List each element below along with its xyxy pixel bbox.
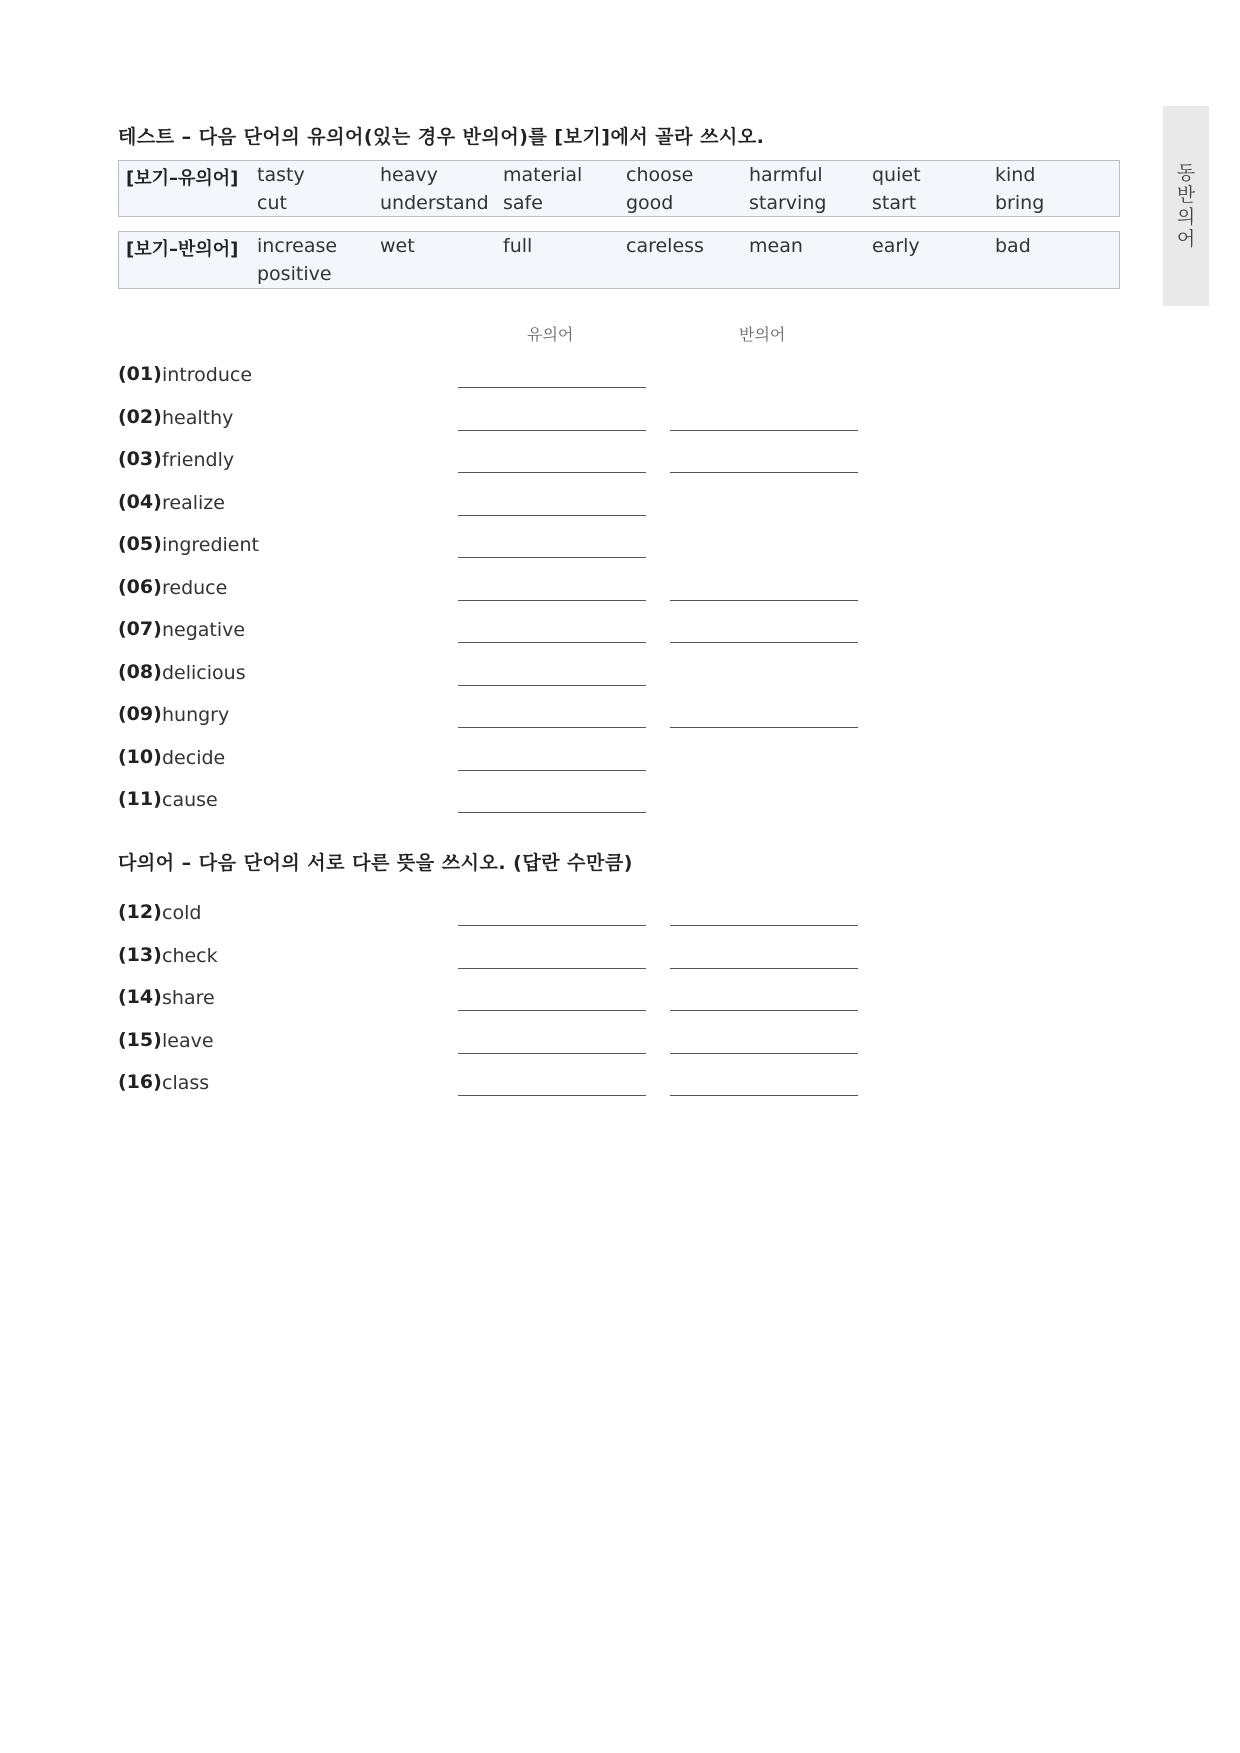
synonym-box-word: kind	[995, 164, 1036, 186]
question-word: reduce	[162, 576, 228, 599]
question-number: (08)	[118, 660, 162, 683]
synonym-box-word: start	[872, 192, 917, 214]
answer-blank-1[interactable]	[458, 812, 646, 813]
question-word: hungry	[162, 704, 230, 726]
synonym-box-word: heavy	[380, 164, 438, 186]
answer-blank-2[interactable]	[670, 1053, 858, 1054]
question-number: (10)	[118, 745, 162, 768]
antonym-box-word: wet	[380, 235, 415, 257]
synonym-box-word: understand	[380, 192, 489, 214]
answer-blank-1[interactable]	[458, 1053, 646, 1054]
question-word: friendly	[162, 449, 235, 471]
synonym-box-word: choose	[626, 164, 694, 186]
antonym-box-word: mean	[749, 235, 803, 257]
question-number: (13)	[118, 943, 162, 966]
question-word: negative	[162, 619, 246, 641]
synonym-box-word: bring	[995, 192, 1045, 214]
question-word: ingredient	[162, 534, 259, 556]
question-word: cold	[162, 902, 202, 924]
test-title: 테스트 – 다음 단어의 유의어(있는 경우 반의어)를 [보기]에서 골라 쓰시오.	[118, 126, 765, 148]
side-tab-char: 의	[1176, 206, 1196, 228]
answer-blank-1[interactable]	[458, 387, 646, 388]
antonym-box-word: full	[503, 235, 533, 257]
answer-blank-2[interactable]	[670, 925, 858, 926]
question-item	[118, 576, 918, 606]
antonym-box-word: increase	[257, 235, 338, 257]
question-word: cause	[162, 789, 218, 811]
answer-blank-1[interactable]	[458, 770, 646, 771]
synonym-column-header: 유의어	[527, 325, 574, 344]
answer-blank-1[interactable]	[458, 685, 646, 686]
answer-blank-1[interactable]	[458, 968, 646, 969]
answer-blank-2[interactable]	[670, 727, 858, 728]
synonym-box-word: cut	[257, 192, 287, 214]
question-number: (06)	[118, 575, 162, 598]
question-number: (02)	[118, 405, 162, 428]
question-number: (12)	[118, 901, 162, 923]
side-tab	[1163, 106, 1209, 306]
question-word: delicious	[162, 661, 246, 684]
question-word: check	[162, 944, 218, 967]
question-item	[118, 406, 918, 436]
synonym-box-word: harmful	[749, 164, 823, 186]
question-item	[118, 1071, 918, 1101]
synonym-box-label: [보기–유의어]	[126, 168, 239, 189]
antonym-box-word: positive	[257, 263, 332, 285]
question-item	[118, 618, 918, 648]
question-number: (07)	[118, 618, 162, 640]
question-item	[118, 901, 918, 931]
question-word: class	[162, 1072, 210, 1094]
synonym-box-word: starving	[749, 192, 827, 214]
question-item	[118, 746, 918, 776]
synonym-box-word: quiet	[872, 164, 921, 186]
answer-blank-1[interactable]	[458, 600, 646, 601]
answer-blank-2[interactable]	[670, 1095, 858, 1096]
answer-blank-2[interactable]	[670, 642, 858, 643]
answer-blank-1[interactable]	[458, 727, 646, 728]
question-number: (04)	[118, 490, 162, 513]
question-item	[118, 1029, 918, 1059]
answer-blank-2[interactable]	[670, 472, 858, 473]
answer-blank-2[interactable]	[670, 1010, 858, 1011]
question-number: (15)	[118, 1028, 162, 1051]
answer-blank-1[interactable]	[458, 925, 646, 926]
answer-blank-2[interactable]	[670, 430, 858, 431]
question-item	[118, 363, 918, 393]
question-number: (11)	[118, 788, 162, 810]
question-item	[118, 533, 918, 563]
answer-blank-1[interactable]	[458, 430, 646, 431]
side-tab-char: 동	[1176, 162, 1196, 184]
synonym-box-word: tasty	[257, 164, 305, 186]
question-item	[118, 788, 918, 818]
question-word: share	[162, 987, 215, 1009]
side-tab-char: 반	[1176, 184, 1196, 206]
question-word: leave	[162, 1029, 214, 1052]
question-word: decide	[162, 746, 226, 769]
question-item	[118, 986, 918, 1016]
answer-blank-2[interactable]	[670, 968, 858, 969]
answer-blank-1[interactable]	[458, 515, 646, 516]
antonym-box-word: early	[872, 235, 920, 257]
answer-blank-1[interactable]	[458, 642, 646, 643]
antonym-box-label: [보기–반의어]	[126, 239, 239, 260]
answer-blank-2[interactable]	[670, 600, 858, 601]
synonym-box-word: safe	[503, 192, 543, 214]
section2-title: 다의어 – 다음 단어의 서로 다른 뜻을 쓰시오. (답란 수만큼)	[118, 852, 633, 874]
synonym-box-word: good	[626, 192, 674, 214]
antonym-column-header: 반의어	[739, 325, 786, 344]
question-item	[118, 491, 918, 521]
synonym-word-box	[118, 160, 1120, 217]
synonym-box-word: material	[503, 164, 583, 186]
question-item	[118, 661, 918, 691]
antonym-word-box	[118, 231, 1120, 289]
answer-blank-1[interactable]	[458, 472, 646, 473]
question-word: healthy	[162, 406, 234, 429]
question-number: (09)	[118, 703, 162, 725]
question-item	[118, 703, 918, 733]
antonym-box-word: careless	[626, 235, 704, 257]
question-item	[118, 944, 918, 974]
antonym-box-word: bad	[995, 235, 1031, 257]
answer-blank-1[interactable]	[458, 1010, 646, 1011]
question-word: realize	[162, 491, 225, 514]
question-number: (05)	[118, 533, 162, 555]
question-number: (03)	[118, 448, 162, 470]
question-number: (16)	[118, 1071, 162, 1093]
question-item	[118, 448, 918, 478]
answer-blank-1[interactable]	[458, 1095, 646, 1096]
question-word: introduce	[162, 364, 253, 386]
answer-blank-1[interactable]	[458, 557, 646, 558]
question-number: (14)	[118, 986, 162, 1008]
question-number: (01)	[118, 363, 162, 385]
side-tab-char: 어	[1176, 228, 1196, 250]
